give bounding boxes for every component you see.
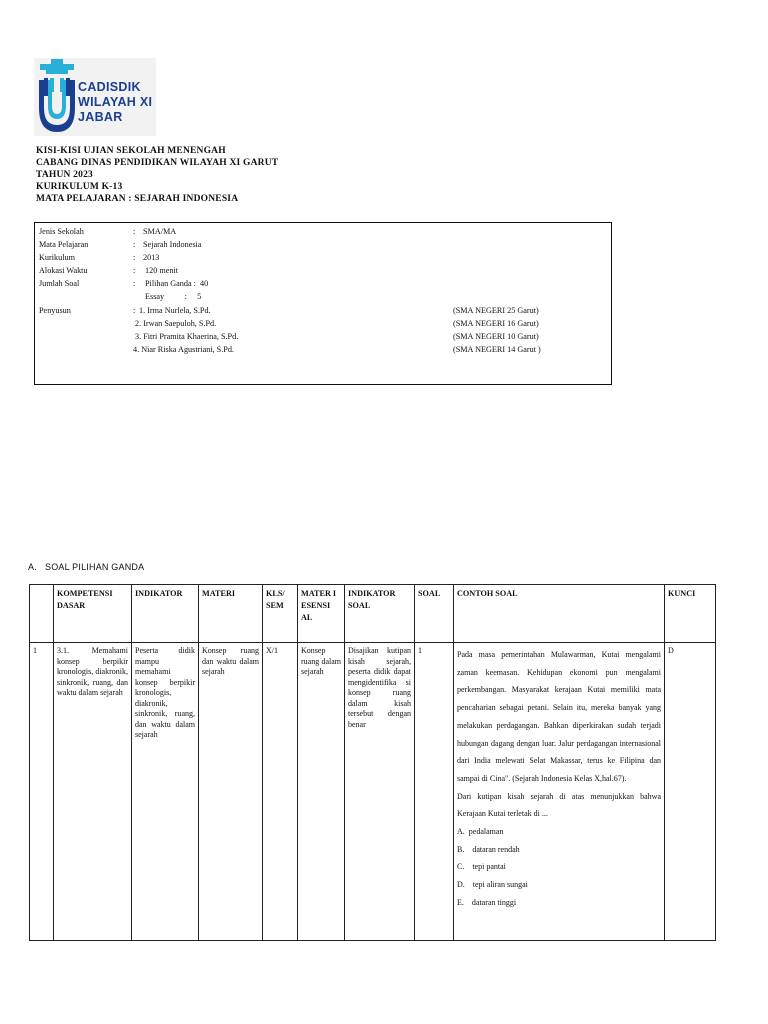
table-header-row — [30, 585, 716, 643]
header-indikator: INDIKATOR — [132, 585, 199, 643]
colon: : — [133, 227, 136, 236]
question-prompt: Dari kutipan kisah sejarah di atas menunjukkan bahwa Kerajaan Kutai terletak di ... — [457, 791, 661, 819]
cell-no: 1 — [30, 643, 54, 941]
penyusun-school: (SMA NEGERI 16 Garut) — [453, 319, 539, 328]
label: Kurikulum — [39, 253, 75, 262]
header-tahun: TAHUN 2023 — [36, 170, 93, 180]
header-materi-esensial: MATER I ESENSI AL — [298, 585, 345, 643]
penyusun-name: 2. Irwan Saepuloh, S.Pd. — [135, 319, 217, 328]
option-a: A. pedalaman — [457, 827, 504, 837]
cell-kompetensi-dasar: 3.1. Memahami konsep berpikir kronologis, diakronik, sinkronik, ruang, dan waktu dalam sejarah — [54, 643, 132, 941]
option-c: C. tepi pantai — [457, 862, 506, 872]
label: Jenis Sekolah — [39, 227, 84, 236]
cell-contoh-soal — [454, 643, 665, 941]
header-title: KISI-KISI UJIAN SEKOLAH MENENGAH — [36, 146, 226, 156]
header-indikator-soal: INDIKATOR SOAL — [345, 585, 415, 643]
section-title: A. SOAL PILIHAN GANDA — [28, 562, 145, 572]
penyusun-school: (SMA NEGERI 10 Garut) — [453, 332, 539, 341]
label: Penyusun — [39, 306, 71, 315]
cadisdik-logo — [34, 58, 156, 136]
logo-line-1: CADISDIK — [78, 80, 141, 94]
cell-kls-sem: X/1 — [263, 643, 298, 941]
cell-materi: Konsep ruang dan waktu dalam sejarah — [199, 643, 263, 941]
info-box — [34, 222, 612, 385]
value: 2013 — [143, 253, 160, 262]
header-kompetensi-dasar: KOMPETENSI DASAR — [54, 585, 132, 643]
value: Sejarah Indonesia — [143, 240, 202, 249]
cell-soal-number: 1 — [415, 643, 454, 941]
colon: : — [133, 240, 136, 249]
cell-kunci: D — [665, 643, 716, 941]
logo-line-2: WILAYAH XI — [78, 95, 153, 109]
colon: : — [133, 306, 136, 315]
penyusun-name: 3. Fitri Pramita Khaerina, S.Pd. — [135, 332, 239, 341]
colon: : — [133, 253, 136, 262]
value: SMA/MA — [143, 227, 177, 236]
label: Mata Pelajaran — [39, 240, 89, 249]
penyusun-name: 4. Niar Riska Agustriani, S.Pd. — [133, 345, 234, 354]
header-cabang: CABANG DINAS PENDIDIKAN WILAYAH XI GARUT — [36, 158, 279, 168]
penyusun-name: 1. Irma Nurlela, S.Pd. — [139, 306, 211, 315]
header-kurikulum: KURIKULUM K-13 — [36, 182, 123, 192]
header-soal: SOAL — [415, 585, 454, 643]
header-no — [30, 585, 54, 643]
label: Jumlah Soal — [39, 279, 80, 288]
option-b: B. dataran rendah — [457, 844, 520, 854]
option-d: D. tepi aliran sungai — [457, 880, 528, 890]
header-kunci: KUNCI — [665, 585, 716, 643]
header-materi: MATERI — [199, 585, 263, 643]
cell-materi-esensial: Konsep ruang dalam sejarah — [298, 643, 345, 941]
header-mapel: MATA PELAJARAN : SEJARAH INDONESIA — [36, 194, 239, 204]
essay-count: Essay : 5 — [145, 292, 202, 301]
penyusun-school: (SMA NEGERI 14 Garut ) — [453, 345, 541, 354]
colon: : — [133, 266, 136, 275]
pilihan-ganda-count: Pilihan Ganda : 40 — [145, 279, 209, 288]
cell-indikator: Peserta didik mampu memahami konsep berpikir kronologis, diakronik, sinkronik, ruang, dan waktu dalam sejarah — [132, 643, 199, 941]
header-contoh-soal: CONTOH SOAL — [454, 585, 665, 643]
question-stem: Pada masa pemerintahan Mulawarman, Kutai mengalami zaman keemasan. Kehidupan ekonomi pun mengalami perkembangan. Masyarakat kerajaan Kutai memiliki mata pencaharian sebagai petani. Selain itu, mereka banyak yang melakukan perdagangan. Bahkan diperkirakan sudah terjadi hubungan dagang dengan luar. Jalur perdagangan internasional dari India melewati Selat Makassar, terus ke Filipina dan sampai di Cina". (Sejarah Indonesia Kelas X,hal.67). — [457, 650, 661, 783]
header-kls-sem: KLS/ SEM — [263, 585, 298, 643]
colon: : — [133, 279, 136, 288]
kisi-kisi-table — [29, 584, 716, 941]
table-row — [30, 643, 716, 941]
penyusun-school: (SMA NEGERI 25 Garut) — [453, 306, 539, 315]
logo-line-3: JABAR — [78, 110, 123, 124]
document-header — [36, 145, 278, 205]
label: Alokasi Waktu — [39, 266, 88, 275]
value: 120 menit — [145, 266, 178, 275]
cell-indikator-soal: Disajikan kutipan kisah sejarah, peserta didik dapat mengidentifika si konsep ruang dalam kisah tersebut dengan benar — [345, 643, 415, 941]
option-e: E. dataran tinggi — [457, 897, 517, 907]
